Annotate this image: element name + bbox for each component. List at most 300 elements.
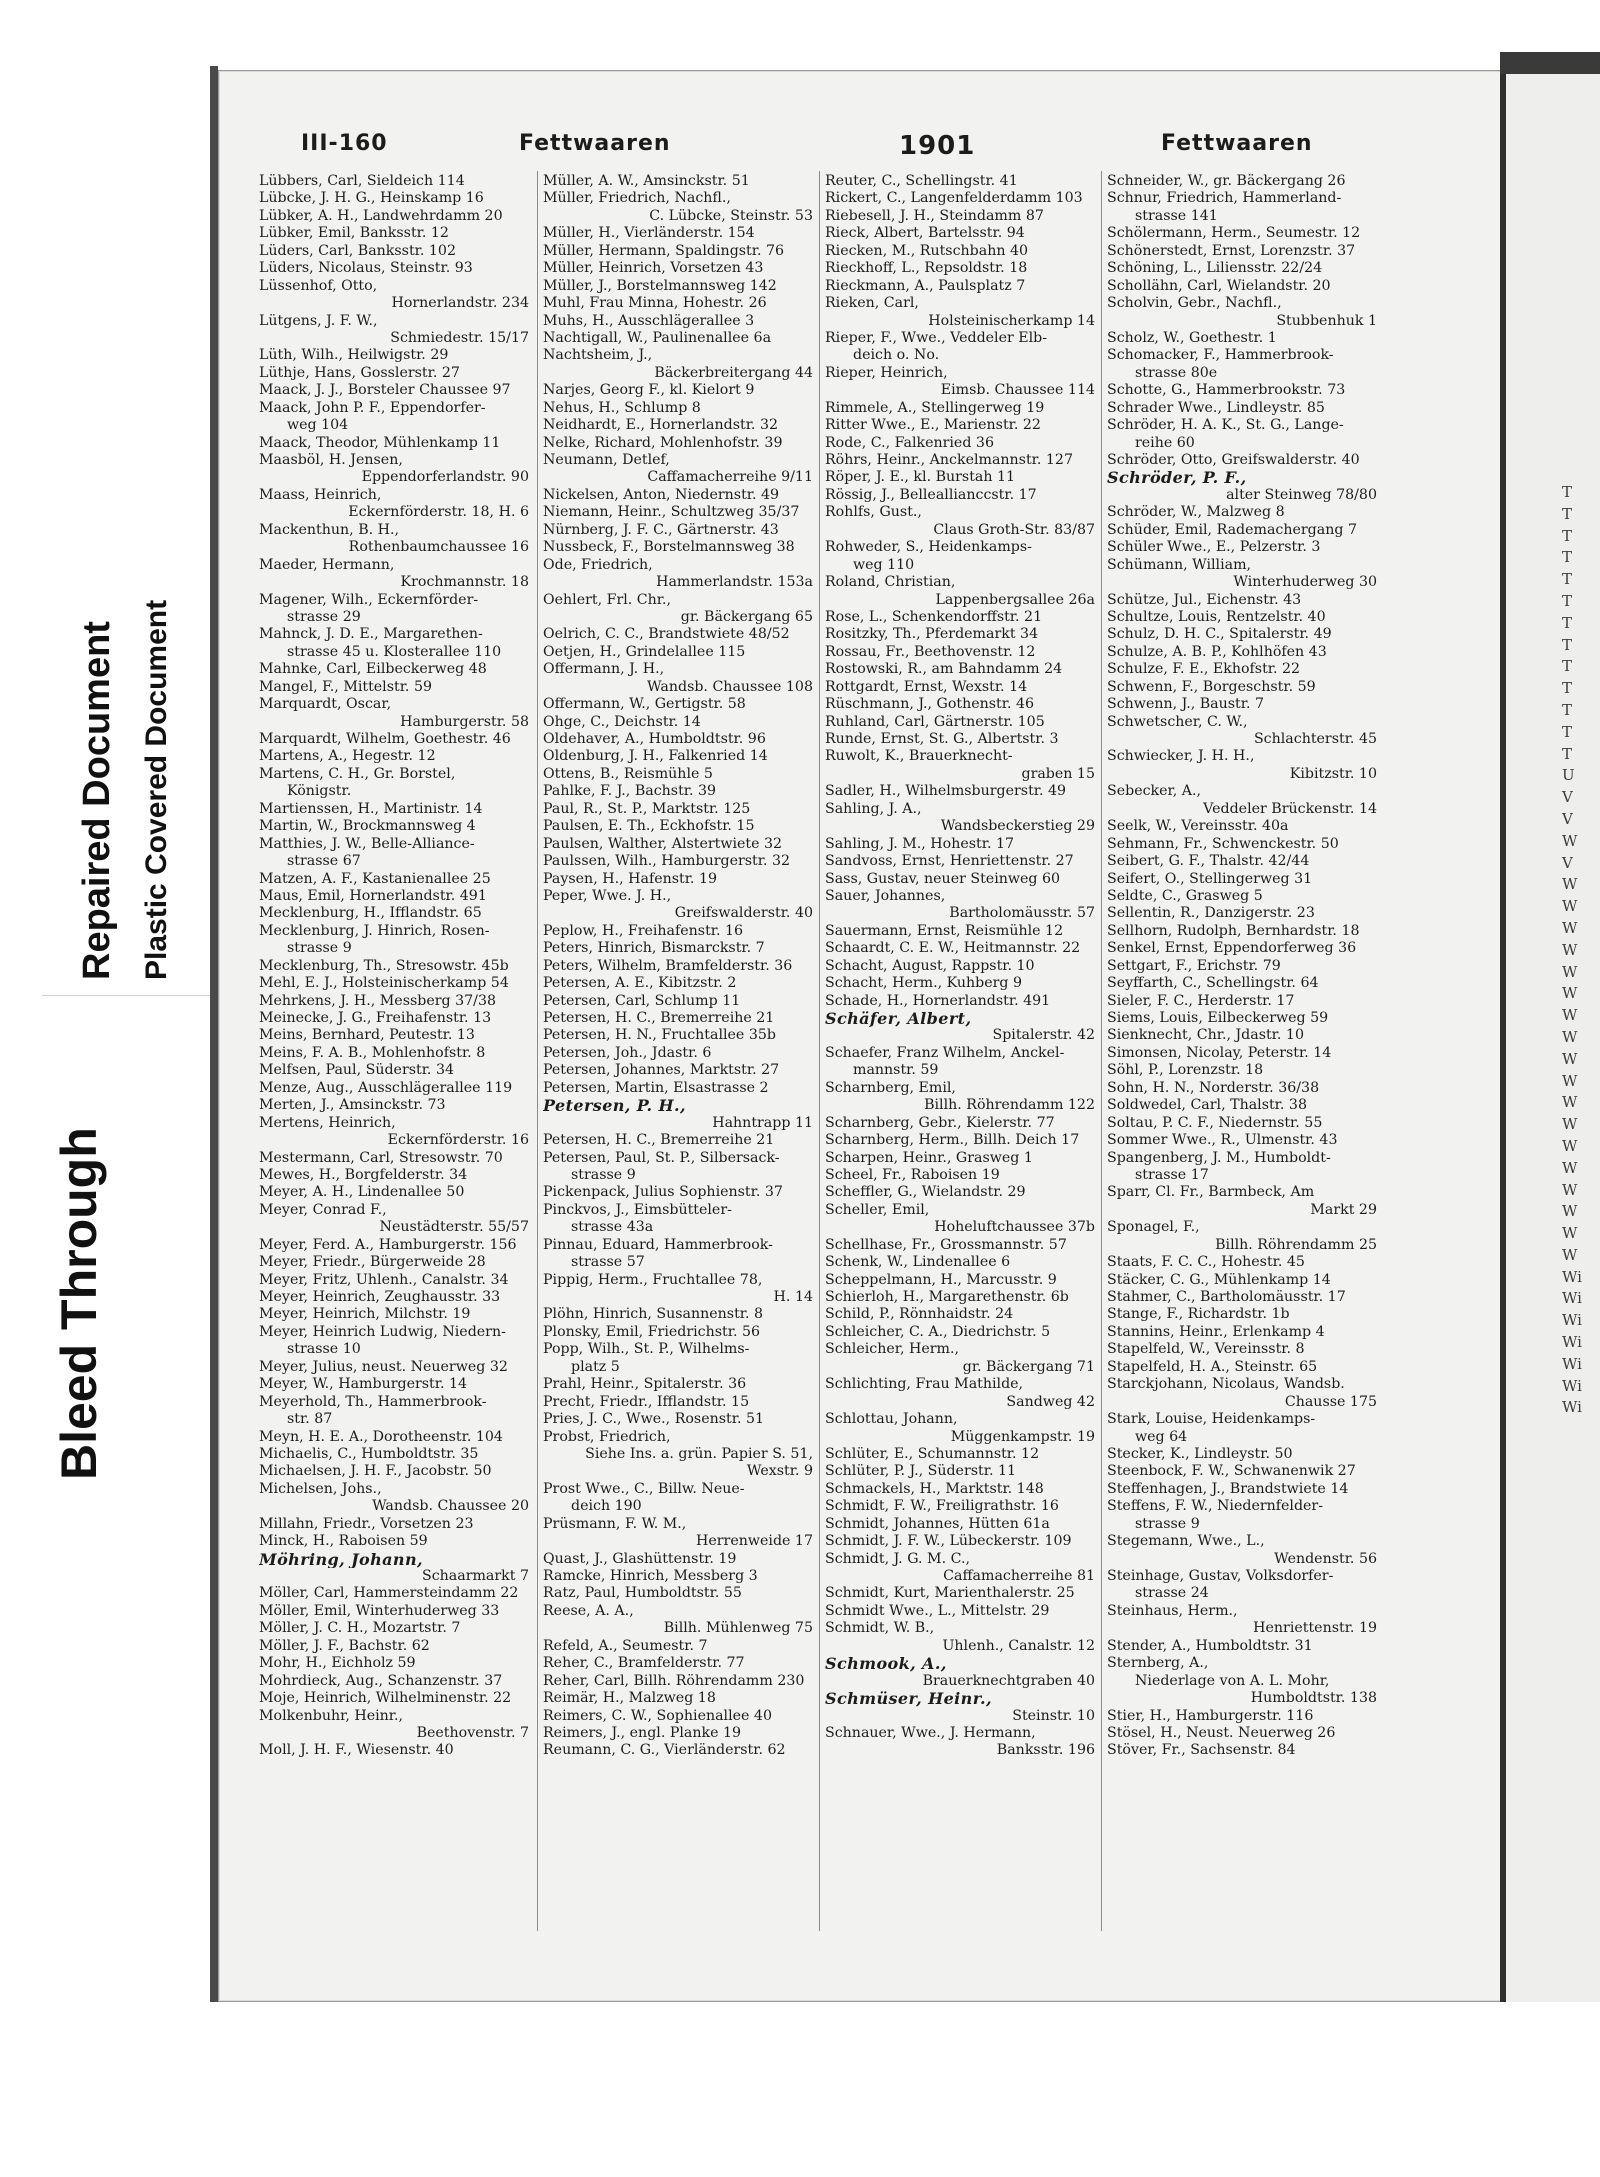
directory-entry-line: Petersen, H. C., Bremerreihe 21 <box>543 1132 775 1149</box>
directory-entry-line: Sternberg, A., <box>1107 1655 1209 1672</box>
directory-entry-line: Steffenhagen, J., Brandstwiete 14 <box>1107 1480 1349 1497</box>
directory-entry-line: Scharpen, Heinr., Grasweg 1 <box>825 1149 1033 1166</box>
directory-entry-line: Meyer, Ferd. A., Hamburgerstr. 156 <box>259 1236 517 1253</box>
directory-entry-line: Paulsen, Walther, Alstertwiete 32 <box>543 835 783 852</box>
directory-entry-line: Lappenbergsallee 26a <box>935 591 1095 608</box>
directory-entry-line: Banksstr. 196 <box>996 1742 1095 1759</box>
adjacent-page-fragment: W <box>1562 962 1578 981</box>
directory-entry-line: Scholz, W., Goethestr. 1 <box>1107 329 1277 346</box>
adjacent-page-fragment: W <box>1562 1049 1578 1068</box>
directory-entry-line: Möller, J. C. H., Mozartstr. 7 <box>259 1620 461 1637</box>
directory-entry-line: Reumann, C. G., Vierländerstr. 62 <box>543 1742 786 1759</box>
directory-entry-line: Plöhn, Hinrich, Susannenstr. 8 <box>543 1306 764 1323</box>
directory-entry-line: Claus Groth-Str. 83/87 <box>933 521 1095 538</box>
adjacent-page-fragment: T <box>1562 700 1573 719</box>
directory-entry-line: Petersen, Joh., Jdastr. 6 <box>543 1044 712 1061</box>
directory-entry-line: Stösel, H., Neust. Neuerweg 26 <box>1107 1724 1336 1741</box>
directory-entry-line: Chausse 175 <box>1284 1393 1377 1410</box>
directory-entry-line: Schaardt, C. E. W., Heitmannstr. 22 <box>825 940 1081 957</box>
directory-entry-line: Bäckerbreitergang 44 <box>654 364 813 381</box>
directory-column-4 <box>1107 173 1379 1760</box>
adjacent-page-fragment: T <box>1562 679 1573 698</box>
adjacent-page-fragment: Wi <box>1562 1311 1582 1330</box>
directory-entry-line: Eckernförderstr. 18, H. 6 <box>348 504 529 521</box>
directory-entry-line: Meyer, Julius, neust. Neuerweg 32 <box>259 1358 508 1375</box>
directory-entry-line: Schmidt, Johannes, Hütten 61a <box>825 1515 1050 1532</box>
adjacent-page-fragment: T <box>1562 570 1573 589</box>
directory-entry-line: Minck, H., Raboisen 59 <box>259 1533 428 1550</box>
directory-entry-line: Meyer, Fritz, Uhlenh., Canalstr. 34 <box>259 1271 509 1288</box>
directory-entry-line: Schmidt, J. F. W., Lübeckerstr. 109 <box>825 1533 1072 1550</box>
directory-entry-line: Müller, J., Borstelmannsweg 142 <box>543 277 777 294</box>
directory-entry-line: Simonsen, Nicolay, Peterstr. 14 <box>1107 1044 1332 1061</box>
directory-entry-line: Sponagel, F., <box>1107 1219 1200 1236</box>
directory-entry-line: Maeder, Hermann, <box>259 556 395 573</box>
directory-entry-line: Möller, Carl, Hammersteindamm 22 <box>259 1585 519 1602</box>
directory-entry-line: Martens, A., Hegestr. 12 <box>259 748 436 765</box>
directory-entry-line: Molkenbuhr, Heinr., <box>259 1707 404 1724</box>
directory-entry-line: Quast, J., Glashüttenstr. 19 <box>543 1550 737 1567</box>
directory-entry-line: Maack, John P. F., Eppendorfer- <box>259 399 486 416</box>
directory-entry-line: C. Lübcke, Steinstr. 53 <box>649 207 813 224</box>
directory-entry-line: Oldehaver, A., Humboldtstr. 96 <box>543 731 766 747</box>
directory-entry-line: Uhlenh., Canalstr. 12 <box>942 1637 1095 1654</box>
directory-entry-line: Mehl, E. J., Holsteinischerkamp 54 <box>259 975 509 992</box>
directory-entry-line: Maus, Emil, Hornerlandstr. 491 <box>259 887 487 904</box>
directory-entry-line: Refeld, A., Seumestr. 7 <box>543 1637 708 1654</box>
directory-entry-line: Sass, Gustav, neuer Steinweg 60 <box>825 870 1061 887</box>
directory-entry-line: Schade, H., Hornerlandstr. 491 <box>825 992 1051 1009</box>
directory-entry-line: Stahmer, C., Bartholomäusstr. 17 <box>1107 1289 1346 1305</box>
adjacent-page-fragment: W <box>1562 1202 1578 1221</box>
directory-entry-line: Seldte, C., Grasweg 5 <box>1107 887 1263 904</box>
directory-entry-line: Schmidt, Kurt, Marienthalerstr. 25 <box>825 1585 1075 1602</box>
directory-entry-line: Steffens, F. W., Niedernfelder- <box>1107 1498 1323 1515</box>
directory-entry-line: Sandvoss, Ernst, Henriettenstr. 27 <box>825 853 1074 870</box>
directory-entry-line: Schüler Wwe., E., Pelzerstr. 3 <box>1107 539 1321 556</box>
directory-entry-line: Schellhase, Fr., Grossmannstr. 57 <box>825 1236 1067 1253</box>
section-title-left: Fettwaaren <box>519 131 671 156</box>
adjacent-page-fragment: W <box>1562 1245 1578 1264</box>
directory-entry-line: Humboldtstr. 138 <box>1250 1690 1377 1707</box>
bleed-through-label: Bleed Through <box>51 1127 107 1480</box>
directory-entry-line: Ottens, B., Reismühle 5 <box>543 765 713 782</box>
directory-entry-line: Sparr, Cl. Fr., Barmbeck, Am <box>1107 1184 1315 1201</box>
directory-entry-line: Michelsen, Johs., <box>259 1480 382 1497</box>
directory-entry-line: Meyer, Heinrich, Milchstr. 19 <box>259 1306 471 1323</box>
adjacent-page-fragment: T <box>1562 548 1573 567</box>
directory-entry-line: Melfsen, Paul, Süderstr. 34 <box>259 1062 454 1079</box>
directory-entry-line: Rode, C., Falkenried 36 <box>825 434 994 451</box>
directory-entry-line: Billh. Röhrendamm 122 <box>924 1097 1095 1114</box>
directory-entry-line: Schomacker, F., Hammerbrook- <box>1107 347 1334 364</box>
directory-entry-line: Schlachterstr. 45 <box>1253 731 1377 747</box>
directory-entry-line: Runde, Ernst, St. G., Albertstr. 3 <box>825 731 1059 747</box>
directory-entry-line: Schulze, A. B. P., Kohlhöfen 43 <box>1107 643 1327 660</box>
directory-entry-line: strasse 9 <box>1135 1515 1200 1532</box>
directory-entry-line: Reimers, J., engl. Planke 19 <box>543 1724 742 1741</box>
directory-entry-line: Pahlke, F. J., Bachstr. 39 <box>543 783 717 800</box>
directory-entry-line: Seyffarth, C., Schellingstr. 64 <box>1107 975 1319 992</box>
directory-entry-line: Schleicher, C. A., Diedrichstr. 5 <box>825 1323 1051 1340</box>
directory-entry-line: Mackenthun, B. H., <box>259 521 400 538</box>
directory-entry-line: Reher, Carl, Billh. Röhrendamm 230 <box>543 1672 805 1689</box>
adjacent-page-fragment: Wi <box>1562 1376 1582 1395</box>
directory-entry-line: Hamburgerstr. 58 <box>400 713 529 730</box>
directory-entry-line: Henriettenstr. 19 <box>1253 1620 1377 1637</box>
directory-entry-line: Hoheluftchaussee 37b <box>934 1219 1095 1236</box>
directory-entry-line: Ode, Friedrich, <box>543 556 653 573</box>
directory-entry-line: Rose, L., Schenkendorffstr. 21 <box>825 608 1043 625</box>
directory-entry-line: Schmidt, W. B., <box>825 1620 935 1637</box>
directory-entry-line: weg 64 <box>1135 1428 1188 1445</box>
adjacent-page-fragment: W <box>1562 1136 1578 1155</box>
directory-entry-line: Meyer, Heinrich Ludwig, Niedern- <box>259 1323 506 1340</box>
directory-entry-line: Menze, Aug., Ausschlägerallee 119 <box>259 1079 513 1096</box>
directory-entry-line: Siehe Ins. a. grün. Papier S. 51, <box>585 1445 813 1462</box>
running-head <box>249 131 1489 171</box>
directory-entry-line: Rickert, C., Langenfelderdamm 103 <box>825 190 1083 207</box>
directory-entry-line: Schotte, G., Hammerbrookstr. 73 <box>1107 382 1346 399</box>
directory-entry-line: Caffamacherreihe 9/11 <box>647 469 813 486</box>
directory-entry-line: Rositzky, Th., Pferdemarkt 34 <box>825 626 1039 643</box>
directory-entry-line: Rössig, J., Belleallianccstr. 17 <box>825 486 1037 503</box>
directory-entry-line: Stöver, Fr., Sachsenstr. 84 <box>1107 1742 1296 1759</box>
directory-entry-line: H. 14 <box>773 1289 813 1305</box>
directory-entry-line: graben 15 <box>1021 765 1095 782</box>
directory-entry-line: Mestermann, Carl, Stresowstr. 70 <box>259 1149 503 1166</box>
directory-entry-line: Wandsb. Chaussee 20 <box>372 1498 529 1515</box>
directory-entry-line: Settgart, F., Erichstr. 79 <box>1107 957 1281 974</box>
directory-entry-line: Wendenstr. 56 <box>1274 1550 1377 1567</box>
directory-entry-line: Riecken, M., Rutschbahn 40 <box>825 242 1029 259</box>
directory-entry-line: Schüder, Emil, Rademachergang 7 <box>1107 521 1357 538</box>
directory-entry-line: Oldenburg, J. H., Falkenried 14 <box>543 748 768 765</box>
directory-entry-line: Schmiedestr. 15/17 <box>390 329 529 346</box>
directory-entry-line: Scheel, Fr., Raboisen 19 <box>825 1166 1000 1183</box>
adjacent-page-fragment: W <box>1562 831 1578 850</box>
page-number: III-160 <box>301 131 388 156</box>
directory-entry-line: Neumann, Detlef, <box>543 452 670 468</box>
directory-entry-line: Schöning, L., Liliensstr. 22/24 <box>1107 260 1323 277</box>
directory-entry-line: Scholvin, Gebr., Nachfl., <box>1107 295 1282 312</box>
directory-entry-line: Schneider, W., gr. Bäckergang 26 <box>1107 173 1346 189</box>
directory-entry-line: strasse 43a <box>571 1219 654 1236</box>
directory-entry-line: Schmidt, F. W., Freiligrathstr. 16 <box>825 1498 1059 1515</box>
directory-entry-line: Sahling, J. A., <box>825 800 922 817</box>
directory-entry-line: Reimär, H., Malzweg 18 <box>543 1690 716 1707</box>
adjacent-page-fragment: U <box>1562 766 1575 785</box>
directory-entry-line: Schaarmarkt 7 <box>421 1568 529 1584</box>
directory-entry-line: Schulz, D. H. C., Spitalerstr. 49 <box>1107 626 1332 643</box>
directory-entry-line: Mangel, F., Mittelstr. 59 <box>259 678 432 695</box>
directory-entry-line: Hahntrapp 11 <box>712 1114 813 1131</box>
directory-entry-line: Oehlert, Frl. Chr., <box>543 591 672 608</box>
directory-entry-line: Scheffler, G., Wielandstr. 29 <box>825 1184 1026 1201</box>
directory-entry-line: strasse 9 <box>571 1166 636 1183</box>
adjacent-page-fragment: W <box>1562 984 1578 1003</box>
directory-entry-line: Schütze, Jul., Eichenstr. 43 <box>1107 591 1302 608</box>
directory-entry-line: Petersen, P. H., <box>543 1097 686 1115</box>
directory-entry-line: Steenbock, F. W., Schwanenwik 27 <box>1107 1463 1356 1480</box>
directory-entry-line: strasse 67 <box>287 853 361 870</box>
directory-entry-line: Schwetscher, C. W., <box>1107 713 1248 730</box>
directory-entry-line: mannstr. 59 <box>853 1062 939 1079</box>
directory-entry-line: Maasböl, H. Jensen, <box>259 452 403 468</box>
directory-entry-line: Michaelis, C., Humboldtstr. 35 <box>259 1445 479 1462</box>
directory-entry-line: Marquardt, Oscar, <box>259 696 392 713</box>
directory-entry-line: Schröder, Otto, Greifswalderstr. 40 <box>1107 452 1360 468</box>
directory-entry-line: Müller, Heinrich, Vorsetzen 43 <box>543 260 764 277</box>
plastic-covered-label: Plastic Covered Document <box>140 599 173 980</box>
directory-entry-line: Rothenbaumchaussee 16 <box>348 539 529 556</box>
directory-entry-line: Greifswalderstr. 40 <box>674 905 813 922</box>
directory-entry-line: Mohr, H., Eichholz 59 <box>259 1655 416 1672</box>
directory-entry-line: platz 5 <box>571 1358 620 1375</box>
directory-entry-line: Rieken, Carl, <box>825 295 919 312</box>
directory-entry-line: Winterhuderweg 30 <box>1233 574 1377 591</box>
adjacent-page-fragment: T <box>1562 526 1573 545</box>
directory-entry-line: Eppendorferlandstr. 90 <box>361 469 529 486</box>
directory-entry-line: Merten, J., Amsinckstr. 73 <box>259 1097 446 1114</box>
adjacent-page-fragment: Wi <box>1562 1267 1582 1286</box>
directory-entry-line: Schölermann, Herm., Seumestr. 12 <box>1107 225 1361 242</box>
directory-entry-line: Brauerknechtgraben 40 <box>922 1672 1095 1689</box>
column-rule <box>1101 171 1102 1931</box>
directory-entry-line: Michaelsen, J. H. F., Jacobstr. 50 <box>259 1463 492 1480</box>
directory-entry-line: strasse 80e <box>1135 364 1218 381</box>
adjacent-page-fragment: T <box>1562 591 1573 610</box>
directory-entry-line: Precht, Friedr., Ifflandstr. 15 <box>543 1393 750 1410</box>
adjacent-page-fragment: W <box>1562 1006 1578 1025</box>
adjacent-page-fragment: T <box>1562 657 1573 676</box>
directory-entry-line: Peters, Hinrich, Bismarckstr. 7 <box>543 940 765 957</box>
directory-entry-line: deich 190 <box>571 1498 642 1515</box>
directory-entry-line: Ruwolt, K., Brauerknecht- <box>825 748 1013 765</box>
directory-entry-line: Riebesell, J. H., Steindamm 87 <box>825 207 1044 224</box>
directory-entry-line: Petersen, Johannes, Marktstr. 27 <box>543 1062 780 1079</box>
directory-entry-line: Schlüter, E., Schumannstr. 12 <box>825 1445 1040 1462</box>
directory-entry-line: Schwenn, F., Borgeschstr. 59 <box>1107 678 1316 695</box>
directory-entry-line: Nürnberg, J. F. C., Gärtnerstr. 43 <box>543 521 779 538</box>
directory-entry-line: strasse 29 <box>287 608 361 625</box>
directory-entry-line: Mohrdieck, Aug., Schanzenstr. 37 <box>259 1672 503 1689</box>
directory-entry-line: Wexstr. 9 <box>746 1463 813 1480</box>
directory-entry-line: Stapelfeld, H. A., Steinstr. 65 <box>1107 1358 1318 1375</box>
directory-entry-line: Niederlage von A. L. Mohr, <box>1135 1672 1330 1689</box>
directory-page <box>218 70 1532 2002</box>
directory-entry-line: Meyn, H. E. A., Dorotheenstr. 104 <box>259 1428 503 1445</box>
directory-entry-line: Söhl, P., Lorenzstr. 18 <box>1107 1062 1264 1079</box>
directory-entry-line: Petersen, Paul, St. P., Silbersack- <box>543 1149 780 1166</box>
directory-entry-line: Paulssen, Wilh., Hamburgerstr. 32 <box>543 853 791 870</box>
directory-entry-line: Möller, Emil, Winterhuderweg 33 <box>259 1602 500 1619</box>
directory-entry-line: Herrenweide 17 <box>696 1533 813 1550</box>
directory-entry-line: Steinstr. 10 <box>1012 1707 1095 1724</box>
directory-entry-line: Müller, A. W., Amsinckstr. 51 <box>543 173 750 189</box>
directory-entry-line: Lübbers, Carl, Sieldeich 114 <box>259 173 465 189</box>
directory-entry-line: Popp, Wilh., St. P., Wilhelms- <box>543 1341 750 1358</box>
directory-entry-line: Scharnberg, Emil, <box>825 1079 956 1096</box>
directory-entry-line: Paul, R., St. P., Marktstr. 125 <box>543 800 751 817</box>
directory-entry-line: Staats, F. C. C., Hohestr. 45 <box>1107 1254 1305 1271</box>
directory-entry-line: Petersen, H. N., Fruchtallee 35b <box>543 1027 776 1044</box>
directory-entry-line: Schierloh, H., Margarethenstr. 6b <box>825 1289 1069 1305</box>
directory-entry-line: Rüschmann, J., Gothenstr. 46 <box>825 696 1035 713</box>
directory-entry-line: Pinnau, Eduard, Hammerbrook- <box>543 1236 773 1253</box>
directory-entry-line: Stubbenhuk 1 <box>1276 312 1377 329</box>
directory-entry-line: gr. Bäckergang 71 <box>962 1358 1095 1375</box>
directory-entry-line: Sauermann, Ernst, Reismühle 12 <box>825 922 1064 939</box>
directory-entry-line: Schultze, Louis, Rentzelstr. 40 <box>1107 608 1326 625</box>
directory-entry-line: Soldwedel, Carl, Thalstr. 38 <box>1107 1097 1307 1114</box>
directory-entry-line: Eimsb. Chaussee 114 <box>940 382 1095 399</box>
directory-entry-line: Stange, F., Richardstr. 1b <box>1107 1306 1290 1323</box>
directory-entry-line: weg 110 <box>853 556 915 573</box>
directory-entry-line: Matthies, J. W., Belle-Alliance- <box>259 835 475 852</box>
adjacent-page-fragment: W <box>1562 1093 1578 1112</box>
edge-spacer <box>1506 52 1600 482</box>
adjacent-page-fragment: V <box>1562 853 1573 872</box>
directory-entry-line: Schollähn, Carl, Wielandstr. 20 <box>1107 277 1331 294</box>
directory-entry-line: strasse 57 <box>571 1254 645 1271</box>
directory-entry-line: Stier, H., Hamburgerstr. 116 <box>1107 1707 1314 1724</box>
directory-entry-line: Probst, Friedrich, <box>543 1428 671 1445</box>
column-rule <box>819 171 820 1931</box>
adjacent-page-fragment: T <box>1562 635 1573 654</box>
directory-entry-line: Scharnberg, Herm., Billh. Deich 17 <box>825 1132 1080 1149</box>
section-title-right: Fettwaaren <box>1161 131 1313 156</box>
directory-entry-line: Schlüter, P. J., Süderstr. 11 <box>825 1463 1017 1480</box>
directory-entry-line: Seibert, G. F., Thalstr. 42/44 <box>1107 853 1310 870</box>
column-rule <box>537 171 538 1931</box>
directory-column-3 <box>825 173 1097 1760</box>
directory-entry-line: Rieper, Heinrich, <box>825 364 948 381</box>
adjacent-page-fragment: Wi <box>1562 1354 1582 1373</box>
directory-entry-line: alter Steinweg 78/80 <box>1226 486 1377 503</box>
directory-entry-line: Millahn, Friedr., Vorsetzen 23 <box>259 1515 474 1532</box>
directory-entry-line: Moje, Heinrich, Wilhelminenstr. 22 <box>259 1690 512 1707</box>
directory-entry-line: Bartholomäusstr. 57 <box>949 905 1095 922</box>
directory-entry-line: Moll, J. H. F., Wiesenstr. 40 <box>259 1742 454 1759</box>
directory-entry-line: Mecklenburg, H., Ifflandstr. 65 <box>259 905 482 922</box>
directory-column-2 <box>543 173 815 1760</box>
directory-entry-line: Nussbeck, F., Borstelmannsweg 38 <box>543 539 795 556</box>
directory-entry-line: Sehmann, Fr., Schwenckestr. 50 <box>1107 835 1339 852</box>
directory-entry-line: Petersen, Martin, Elsastrasse 2 <box>543 1079 769 1096</box>
directory-entry-line: Möller, J. F., Bachstr. 62 <box>259 1637 430 1654</box>
directory-entry-line: Reuter, C., Schellingstr. 41 <box>825 173 1018 189</box>
directory-entry-line: Schaefer, Franz Wilhelm, Anckel- <box>825 1044 1065 1061</box>
directory-entry-line: gr. Bäckergang 65 <box>680 608 813 625</box>
adjacent-page-fragment: T <box>1562 483 1573 501</box>
directory-entry-line: Offermann, W., Gertigstr. 58 <box>543 696 746 713</box>
directory-entry-line: Martienssen, H., Martinistr. 14 <box>259 800 483 817</box>
directory-entry-line: Sieler, F. C., Herderstr. 17 <box>1107 992 1295 1009</box>
directory-column-1 <box>259 173 531 1760</box>
directory-entry-line: Scheppelmann, H., Marcusstr. 9 <box>825 1271 1057 1288</box>
directory-entry-line: Magener, Wilh., Eckernförder- <box>259 591 479 608</box>
directory-entry-line: strasse 141 <box>1135 207 1218 224</box>
directory-entry-line: Eckernförderstr. 16 <box>387 1132 529 1149</box>
directory-entry-line: Pinckvos, J., Eimsbütteler- <box>543 1201 732 1218</box>
directory-entry-line: Müller, Hermann, Spaldingstr. 76 <box>543 242 785 259</box>
directory-entry-line: Lübker, Emil, Banksstr. 12 <box>259 225 449 242</box>
directory-entry-line: Sommer Wwe., R., Ulmenstr. 43 <box>1107 1132 1338 1149</box>
directory-entry-line: Reese, A. A., <box>543 1602 634 1619</box>
adjacent-page-fragment: Wi <box>1562 1398 1582 1417</box>
directory-entry-line: Steinhage, Gustav, Volksdorfer- <box>1107 1568 1334 1584</box>
directory-entry-line: Spitalerstr. 42 <box>992 1027 1095 1044</box>
directory-entry-line: Schacht, Herm., Kuhberg 9 <box>825 975 1023 992</box>
directory-entry-line: Schacht, August, Rappstr. 10 <box>825 957 1035 974</box>
directory-entry-line: Schümann, William, <box>1107 556 1252 573</box>
directory-entry-line: Paulsen, E. Th., Eckhofstr. 15 <box>543 818 755 835</box>
directory-entry-line: Nachtigall, W., Paulinenallee 6a <box>543 329 772 346</box>
directory-entry-line: Siems, Louis, Eilbeckerweg 59 <box>1107 1010 1329 1026</box>
adjacent-page-fragment: W <box>1562 940 1578 959</box>
directory-entry-line: Schröder, P. F., <box>1107 469 1247 487</box>
directory-entry-line: Offermann, J. H., <box>543 661 665 678</box>
directory-entry-line: Nachtsheim, J., <box>543 347 653 364</box>
directory-entry-line: Soltau, P. C. F., Niedernstr. 55 <box>1107 1114 1323 1131</box>
directory-entry-line: Mecklenburg, J. Hinrich, Rosen- <box>259 922 490 939</box>
directory-entry-line: Schröder, H. A. K., St. G., Lange- <box>1107 417 1344 434</box>
directory-entry-line: Narjes, Georg F., kl. Kielort 9 <box>543 382 755 399</box>
directory-entry-line: Schmook, A., <box>825 1655 947 1673</box>
directory-entry-line: Rieper, F., Wwe., Veddeler Elb- <box>825 329 1048 346</box>
directory-entry-line: strasse 9 <box>287 940 352 957</box>
directory-entry-line: Paysen, H., Hafenstr. 19 <box>543 870 718 887</box>
adjacent-page-fragment: Wi <box>1562 1289 1582 1308</box>
directory-entry-line: Schnauer, Wwe., J. Hermann, <box>825 1724 1036 1741</box>
directory-entry-line: Sellhorn, Rudolph, Bernhardstr. 18 <box>1107 922 1360 939</box>
directory-entry-line: Petersen, H. C., Bremerreihe 21 <box>543 1010 775 1026</box>
directory-entry-line: Lübcke, J. H. G., Heinskamp 16 <box>259 190 484 207</box>
adjacent-page-fragment: W <box>1562 875 1578 894</box>
directory-entry-line: Schmidt Wwe., L., Mittelstr. 29 <box>825 1602 1050 1619</box>
adjacent-page-fragment: T <box>1562 744 1573 763</box>
directory-entry-line: Stapelfeld, W., Vereinsstr. 8 <box>1107 1341 1305 1358</box>
directory-entry-line: Meyer, A. H., Lindenallee 50 <box>259 1184 465 1201</box>
directory-entry-line: reihe 60 <box>1135 434 1195 451</box>
directory-entry-line: Sadler, H., Wilhelmsburgerstr. 49 <box>825 783 1067 800</box>
directory-entry-line: Schulze, F. E., Ekhofstr. 22 <box>1107 661 1301 678</box>
directory-entry-line: Stender, A., Humboldtstr. 31 <box>1107 1637 1313 1654</box>
directory-entry-line: Schröder, W., Malzweg 8 <box>1107 504 1285 521</box>
directory-entry-line: Hornerlandstr. 234 <box>391 295 529 312</box>
directory-entry-line: Mehrkens, J. H., Messberg 37/38 <box>259 992 497 1009</box>
directory-entry-line: Stark, Louise, Heidenkamps- <box>1107 1411 1316 1428</box>
directory-entry-line: deich o. No. <box>853 347 940 364</box>
adjacent-page-fragment: W <box>1562 1180 1578 1199</box>
directory-entry-line: Meyer, Heinrich, Zeughausstr. 33 <box>259 1289 501 1305</box>
directory-entry-line: Müller, H., Vierländerstr. 154 <box>543 225 755 242</box>
directory-entry-line: Veddeler Brückenstr. 14 <box>1203 800 1377 817</box>
directory-entry-line: strasse 45 u. Klosterallee 110 <box>287 643 502 660</box>
directory-entry-line: Prüsmann, F. W. M., <box>543 1515 687 1532</box>
repaired-document-label: Repaired Document <box>76 621 118 980</box>
directory-entry-line: Lüders, Nicolaus, Steinstr. 93 <box>259 260 473 277</box>
directory-entry-line: Meyerhold, Th., Hammerbrook- <box>259 1393 487 1410</box>
directory-entry-line: Ramcke, Hinrich, Messberg 3 <box>543 1568 758 1584</box>
directory-entry-line: Muhs, H., Ausschlägerallee 3 <box>543 312 755 329</box>
directory-entry-line: Schlichting, Frau Mathilde, <box>825 1376 1024 1393</box>
directory-entry-line: Müggenkampstr. 19 <box>950 1428 1095 1445</box>
directory-entry-line: Ratz, Paul, Humboldtstr. 55 <box>543 1585 742 1602</box>
directory-entry-line: Röper, J. E., kl. Burstah 11 <box>825 469 1016 486</box>
page-binding-edge <box>210 66 218 2002</box>
